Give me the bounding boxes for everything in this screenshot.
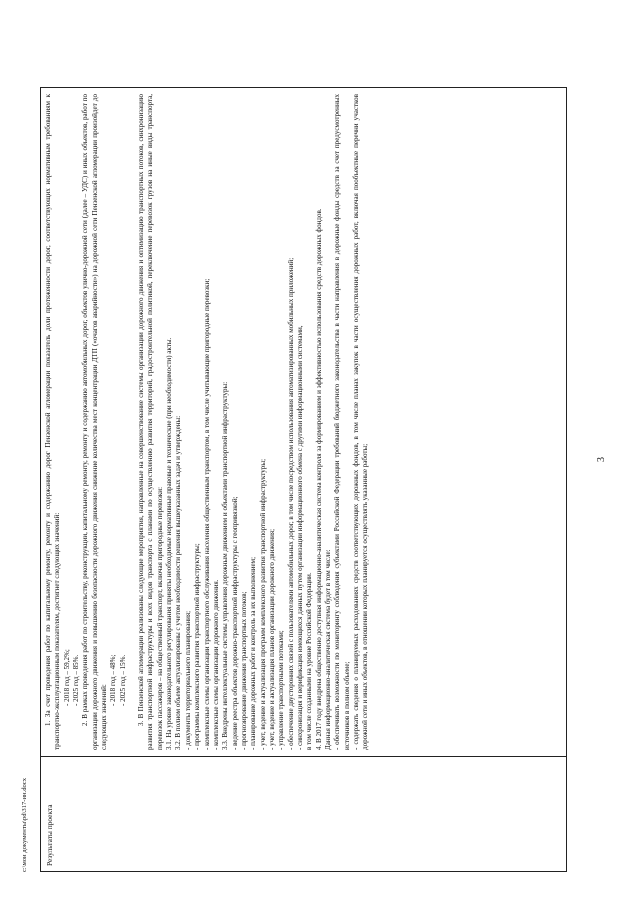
- content-cell: [41, 88, 566, 756]
- text-paragraph: 1. За счет проведения работ по капитальному ремонту, ремонту и содержанию дорог Пензенской агломерации показатель доли протяженности дорог, соответствующих нормативным требованиям к транспортно-эксплуатационным показателям, достигнет следующих значений:: [44, 94, 62, 750]
- text-paragraph: - планирование дорожных работ и контроль за их выполнением;: [249, 556, 258, 750]
- text-paragraph: 4. В 2017 году внедрена общественно доступная информационно-аналитическая система контроля за формированием и эффективностью использования средств дорожных фондов.: [314, 208, 323, 750]
- text-paragraph: - учет, ведение и актуализация планов организации дорожного движения;: [267, 528, 276, 750]
- text-paragraph: - 2018 год – 59,2%;: [62, 649, 71, 706]
- text-paragraph: Данная информационно-аналитическая система будет в том числе:: [323, 549, 332, 750]
- text-paragraph: - комплексные схемы организации дорожного движения.: [211, 579, 220, 750]
- text-paragraph: - комплексные схемы организации транспортного обслуживания населения общественным транспортом, в том числе учитывающие пригородные перевозки;: [202, 278, 211, 750]
- text-paragraph: - 2018 год – 48%;: [109, 654, 118, 706]
- page-number: 3: [596, 457, 607, 462]
- text-paragraph: 3.1. На уровне законодательного регулирования приняты необходимые нормативные правовые и технические (при необходимости) акты.: [165, 337, 174, 750]
- blank-line: [128, 94, 137, 750]
- text-paragraph: 2. В рамках проведения работ по строительству, реконструкции, капитальному ремонту, ремонту и содержанию автомобильных дорог, объектов улично-дорожной сети (далее – УДС) и иных объектов, работ по организации дорожного движения и повышению безопасности дорожного движения снижение количества мест концентрации ДТП («очагов аварийности») на дорожной сети Пензенской агломерации произойдет до следующих значений:: [81, 94, 109, 750]
- text-paragraph: - учет, ведение и актуализация программ комплексного развития транспортной инфраструктуры;: [258, 458, 267, 750]
- text-paragraph: - прогнозирование движения транспортных потоков;: [239, 591, 248, 750]
- text-paragraph: - обеспечение двусторонних связей с пользователями автомобильных дорог, в том числе посредством использования автоматизированных мобильных приложений;: [286, 257, 295, 750]
- text-paragraph: - программы комплексного развития транспортной инфраструктуры;: [193, 543, 202, 750]
- text-paragraph: - ведение реестра объектов дорожно-транспортной инфраструктуры с геопривязкой;: [230, 496, 239, 750]
- row-label: Результаты проекта: [45, 804, 54, 866]
- text-paragraph: 3.2. В полном объеме актуализированы с учетом необходимости решения вышеуказанных задач и утверждены:: [174, 415, 183, 750]
- text-paragraph: в том числе созданными на уровне Российской Федерации.: [305, 572, 314, 750]
- text-paragraph: - 2025 год – 15%.: [118, 654, 127, 706]
- text-paragraph: - 2025 год – 85%.: [72, 654, 81, 706]
- text-paragraph: - управление транспортными потоками;: [277, 630, 286, 750]
- text-paragraph: - содержать сведения о планируемых расходованиях средств соответствующих дорожных фондов, в том числе планах закупок в части осуществления дорожных работ, включая пообъектные перечни участков дорожной сети и иных объектов, в отношении которых планируется осуществлять указанные работы;: [352, 94, 370, 750]
- label-cell: [41, 756, 566, 871]
- text-paragraph: 3. В Пензенской агломерации реализованы следующие мероприятия, направленные на совершенствование системы организации дорожного движения и оптимизацию транспортных потоков, синхронизацию развития транспортной инфраструктуры и всех видов транспорта с планами по осуществлению развития территорий, градостроительной политикой, переключение перевозок грузов на иные виды транспорта, перевозок пассажиров – на общественный транспорт, включая пригородные перевозки:: [137, 94, 164, 750]
- file-path-footer: c:\мои документы\pd\317-ин.docx: [21, 777, 28, 872]
- results-table: [40, 87, 567, 872]
- text-paragraph: 3.3. Внедрены интеллектуальные системы управления дорожным движением и объектами транспортной инфраструктуры:: [221, 381, 230, 750]
- text-paragraph: - синхронизация и верификация имеющихся данных путем организации информационного обмена с другими информационными системами,: [295, 325, 304, 750]
- text-paragraph: - документы территориального планирования;: [183, 610, 192, 750]
- text-paragraph: - обеспечивать возможности по мониторингу соблюдения субъектами Российской Федерации требований бюджетного законодательства в части направления в дорожные фонды средств за счет предусмотренных источников в полном объеме;: [333, 94, 351, 750]
